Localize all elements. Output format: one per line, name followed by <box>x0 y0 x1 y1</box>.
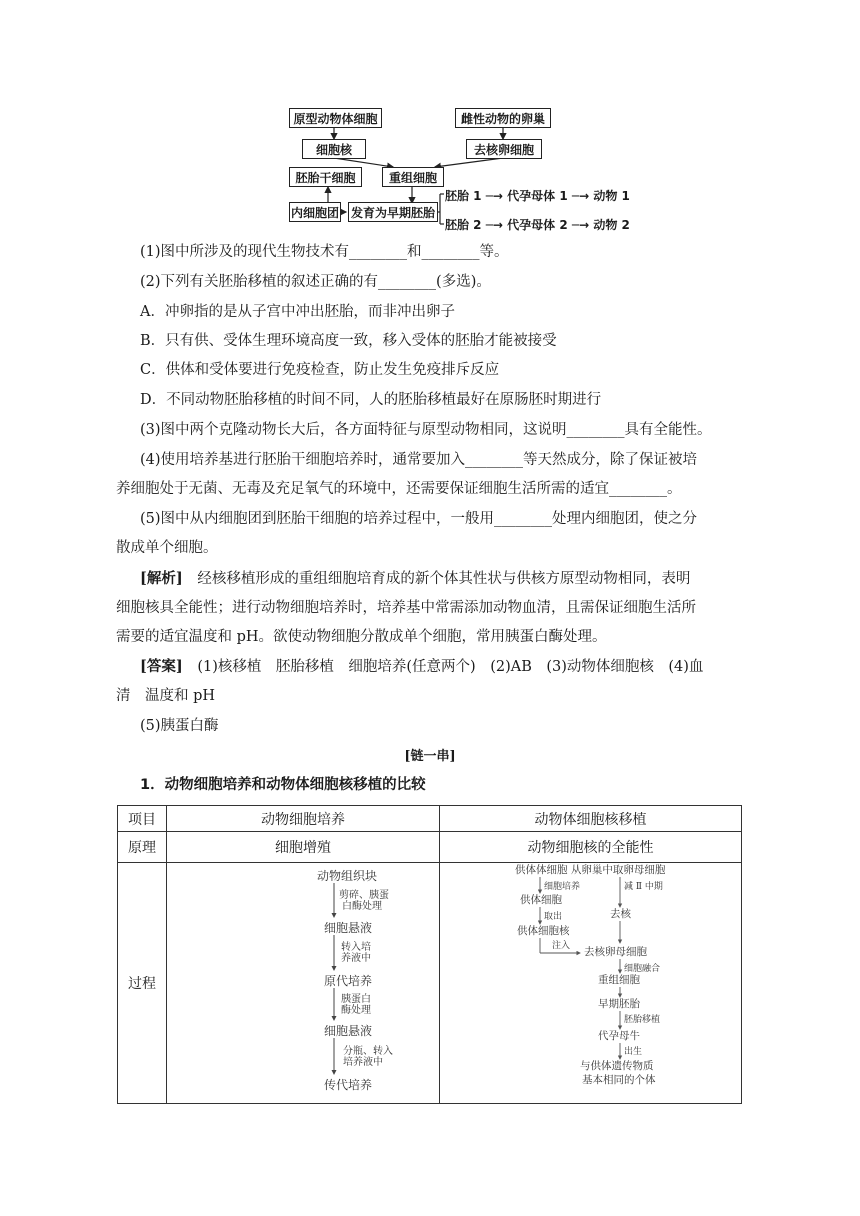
box-female-ovary: 雌性动物的卵巢 <box>455 108 551 128</box>
box-embryonic-stem-cell: 胚胎干细胞 <box>289 167 362 187</box>
header-cell-culture: 动物细胞培养 <box>167 806 440 832</box>
answer-text-1: (1)核移植 胚胎移植 细胞培养(任意两个) (2)AB (3)动物体细胞核 (4)血 <box>197 659 704 675</box>
culture-step-4: 细胞悬液 <box>324 1024 373 1038</box>
question-5-line-1: (5)图中从内细胞团到胚胎干细胞的培养过程中，一般用________处理内细胞团，使之分 <box>140 511 698 527</box>
process-cell-culture <box>167 863 440 1104</box>
question-4-line-2: 养细胞处于无菌、无毒及充足氧气的环境中，还需要保证细胞生活所需的适宜________。 <box>116 481 682 497</box>
box-prototype-cell: 原型动物体细胞 <box>289 108 382 128</box>
answer-label: [答案] <box>140 658 183 675</box>
answer-line-2: 清 温度和 pH <box>116 688 216 704</box>
culture-step-3: 原代培养 <box>324 974 373 988</box>
box-recombined-cell: 重组细胞 <box>382 167 444 187</box>
header-item: 项目 <box>118 806 167 832</box>
nt-label-inject: 注入 <box>552 941 571 951</box>
option-a: A．冲卵指的是从子宫中冲出胚胎，而非冲出卵子 <box>140 304 455 320</box>
nt-surrogate: 代孕母牛 <box>598 1030 640 1042</box>
option-b: B．只有供、受体生理环境高度一致，移入受体的胚胎才能被接受 <box>140 333 557 349</box>
culture-arrow-2-label-b: 养液中 <box>341 953 371 964</box>
culture-flow <box>167 863 439 1104</box>
diagram-output-line-2: 胚胎 2 ─→ 代孕母体 2 ─→ 动物 2 <box>445 218 630 232</box>
question-2: (2)下列有关胚胎移植的叙述正确的有________(多选)。 <box>140 274 491 290</box>
section-tag: [链一串] <box>404 749 456 764</box>
comparison-table <box>117 805 742 1104</box>
header-nuclear-transfer: 动物体细胞核移植 <box>440 806 742 832</box>
nt-donor-nucleus: 供体细胞核 <box>517 925 570 937</box>
nt-result-line-1: 与供体遗传物质 <box>580 1060 654 1072</box>
culture-arrow-3-label-a: 胰蛋白 <box>341 994 371 1005</box>
analysis-text-1: 经核移植形成的重组细胞培育成的新个体其性状与供核方原型动物相同，表明 <box>197 571 691 587</box>
nt-label-cell-culture: 细胞培养 <box>544 882 581 892</box>
nt-enucleated-oocyte: 去核卵母细胞 <box>584 946 647 958</box>
nt-donor-cell: 供体细胞 <box>520 894 562 906</box>
question-3: (3)图中两个克隆动物长大后，各方面特征与原型动物相同，这说明________具有全能性。 <box>140 422 712 438</box>
nt-label-birth: 出生 <box>624 1047 643 1057</box>
nt-label-extract: 取出 <box>544 912 563 922</box>
culture-arrow-3-label-b: 酶处理 <box>341 1005 371 1016</box>
box-inner-cell-mass: 内细胞团 <box>289 202 341 222</box>
box-early-embryo: 发育为早期胚胎 <box>348 202 438 222</box>
answer-line-3: (5)胰蛋白酶 <box>140 718 219 734</box>
nt-label-fusion: 细胞融合 <box>624 964 661 974</box>
nt-label-transfer: 胚胎移植 <box>624 1015 661 1025</box>
option-d: D．不同动物胚胎移植的时间不同，人的胚胎移植最好在原肠胚时期进行 <box>140 392 602 408</box>
process-nuclear-transfer <box>440 863 742 1104</box>
nt-flow <box>440 863 743 1104</box>
table-row-header <box>118 806 742 832</box>
box-enucleated-egg: 去核卵细胞 <box>466 139 542 159</box>
analysis-label: [解析] <box>140 570 183 587</box>
culture-arrow-4-label-b: 培养液中 <box>343 1057 383 1068</box>
culture-arrow-1-label-a: 剪碎、胰蛋 <box>339 890 389 901</box>
culture-arrow-2-label-a: 转入培 <box>341 942 371 953</box>
culture-arrow-4-label-a: 分瓶、转入 <box>343 1046 393 1057</box>
nt-recombined-cell: 重组细胞 <box>598 974 640 986</box>
table-row-principle <box>118 832 742 863</box>
section-title: 1．动物细胞培养和动物体细胞核移植的比较 <box>140 777 426 793</box>
nt-result-line-2: 基本相同的个体 <box>582 1074 656 1086</box>
box-nucleus: 细胞核 <box>302 139 366 159</box>
culture-step-1: 动物组织块 <box>317 869 378 883</box>
culture-flow-arrows <box>167 863 439 1104</box>
principle-cell-culture: 细胞增殖 <box>167 832 440 863</box>
principle-label: 原理 <box>118 832 167 863</box>
analysis-line-2: 细胞核具全能性；进行动物细胞培养时，培养基中常需添加动物血清，且需保证细胞生活所 <box>116 600 696 616</box>
nt-label-meiosis: 减 Ⅱ 中期 <box>624 882 663 892</box>
table-row-process <box>118 863 742 1104</box>
nt-top: 供体体细胞 从卵巢中取卵母细胞 <box>515 864 666 876</box>
question-4-line-1: (4)使用培养基进行胚胎干细胞培养时，通常要加入________等天然成分，除了保证被培 <box>140 452 698 468</box>
principle-nuclear-transfer: 动物细胞核的全能性 <box>440 832 742 863</box>
analysis-line-3: 需要的适宜温度和 pH。欲使动物细胞分散成单个细胞，常用胰蛋白酶处理。 <box>116 629 607 645</box>
diagram-output-line-1: 胚胎 1 ─→ 代孕母体 1 ─→ 动物 1 <box>445 189 630 203</box>
process-label: 过程 <box>118 863 167 1104</box>
option-c: C．供体和受体要进行免疫检查，防止发生免疫排斥反应 <box>140 362 500 378</box>
question-5-line-2: 散成单个细胞。 <box>116 540 218 556</box>
culture-step-2: 细胞悬液 <box>324 921 373 935</box>
nt-enucleate: 去核 <box>610 908 631 920</box>
question-1: (1)图中所涉及的现代生物技术有________和________等。 <box>140 244 509 260</box>
culture-step-5: 传代培养 <box>324 1078 373 1092</box>
nt-early-embryo: 早期胚胎 <box>598 998 640 1010</box>
analysis-line-1 <box>140 569 690 589</box>
culture-arrow-1-label-b: 白酶处理 <box>342 901 382 912</box>
answer-line-1 <box>140 657 703 677</box>
